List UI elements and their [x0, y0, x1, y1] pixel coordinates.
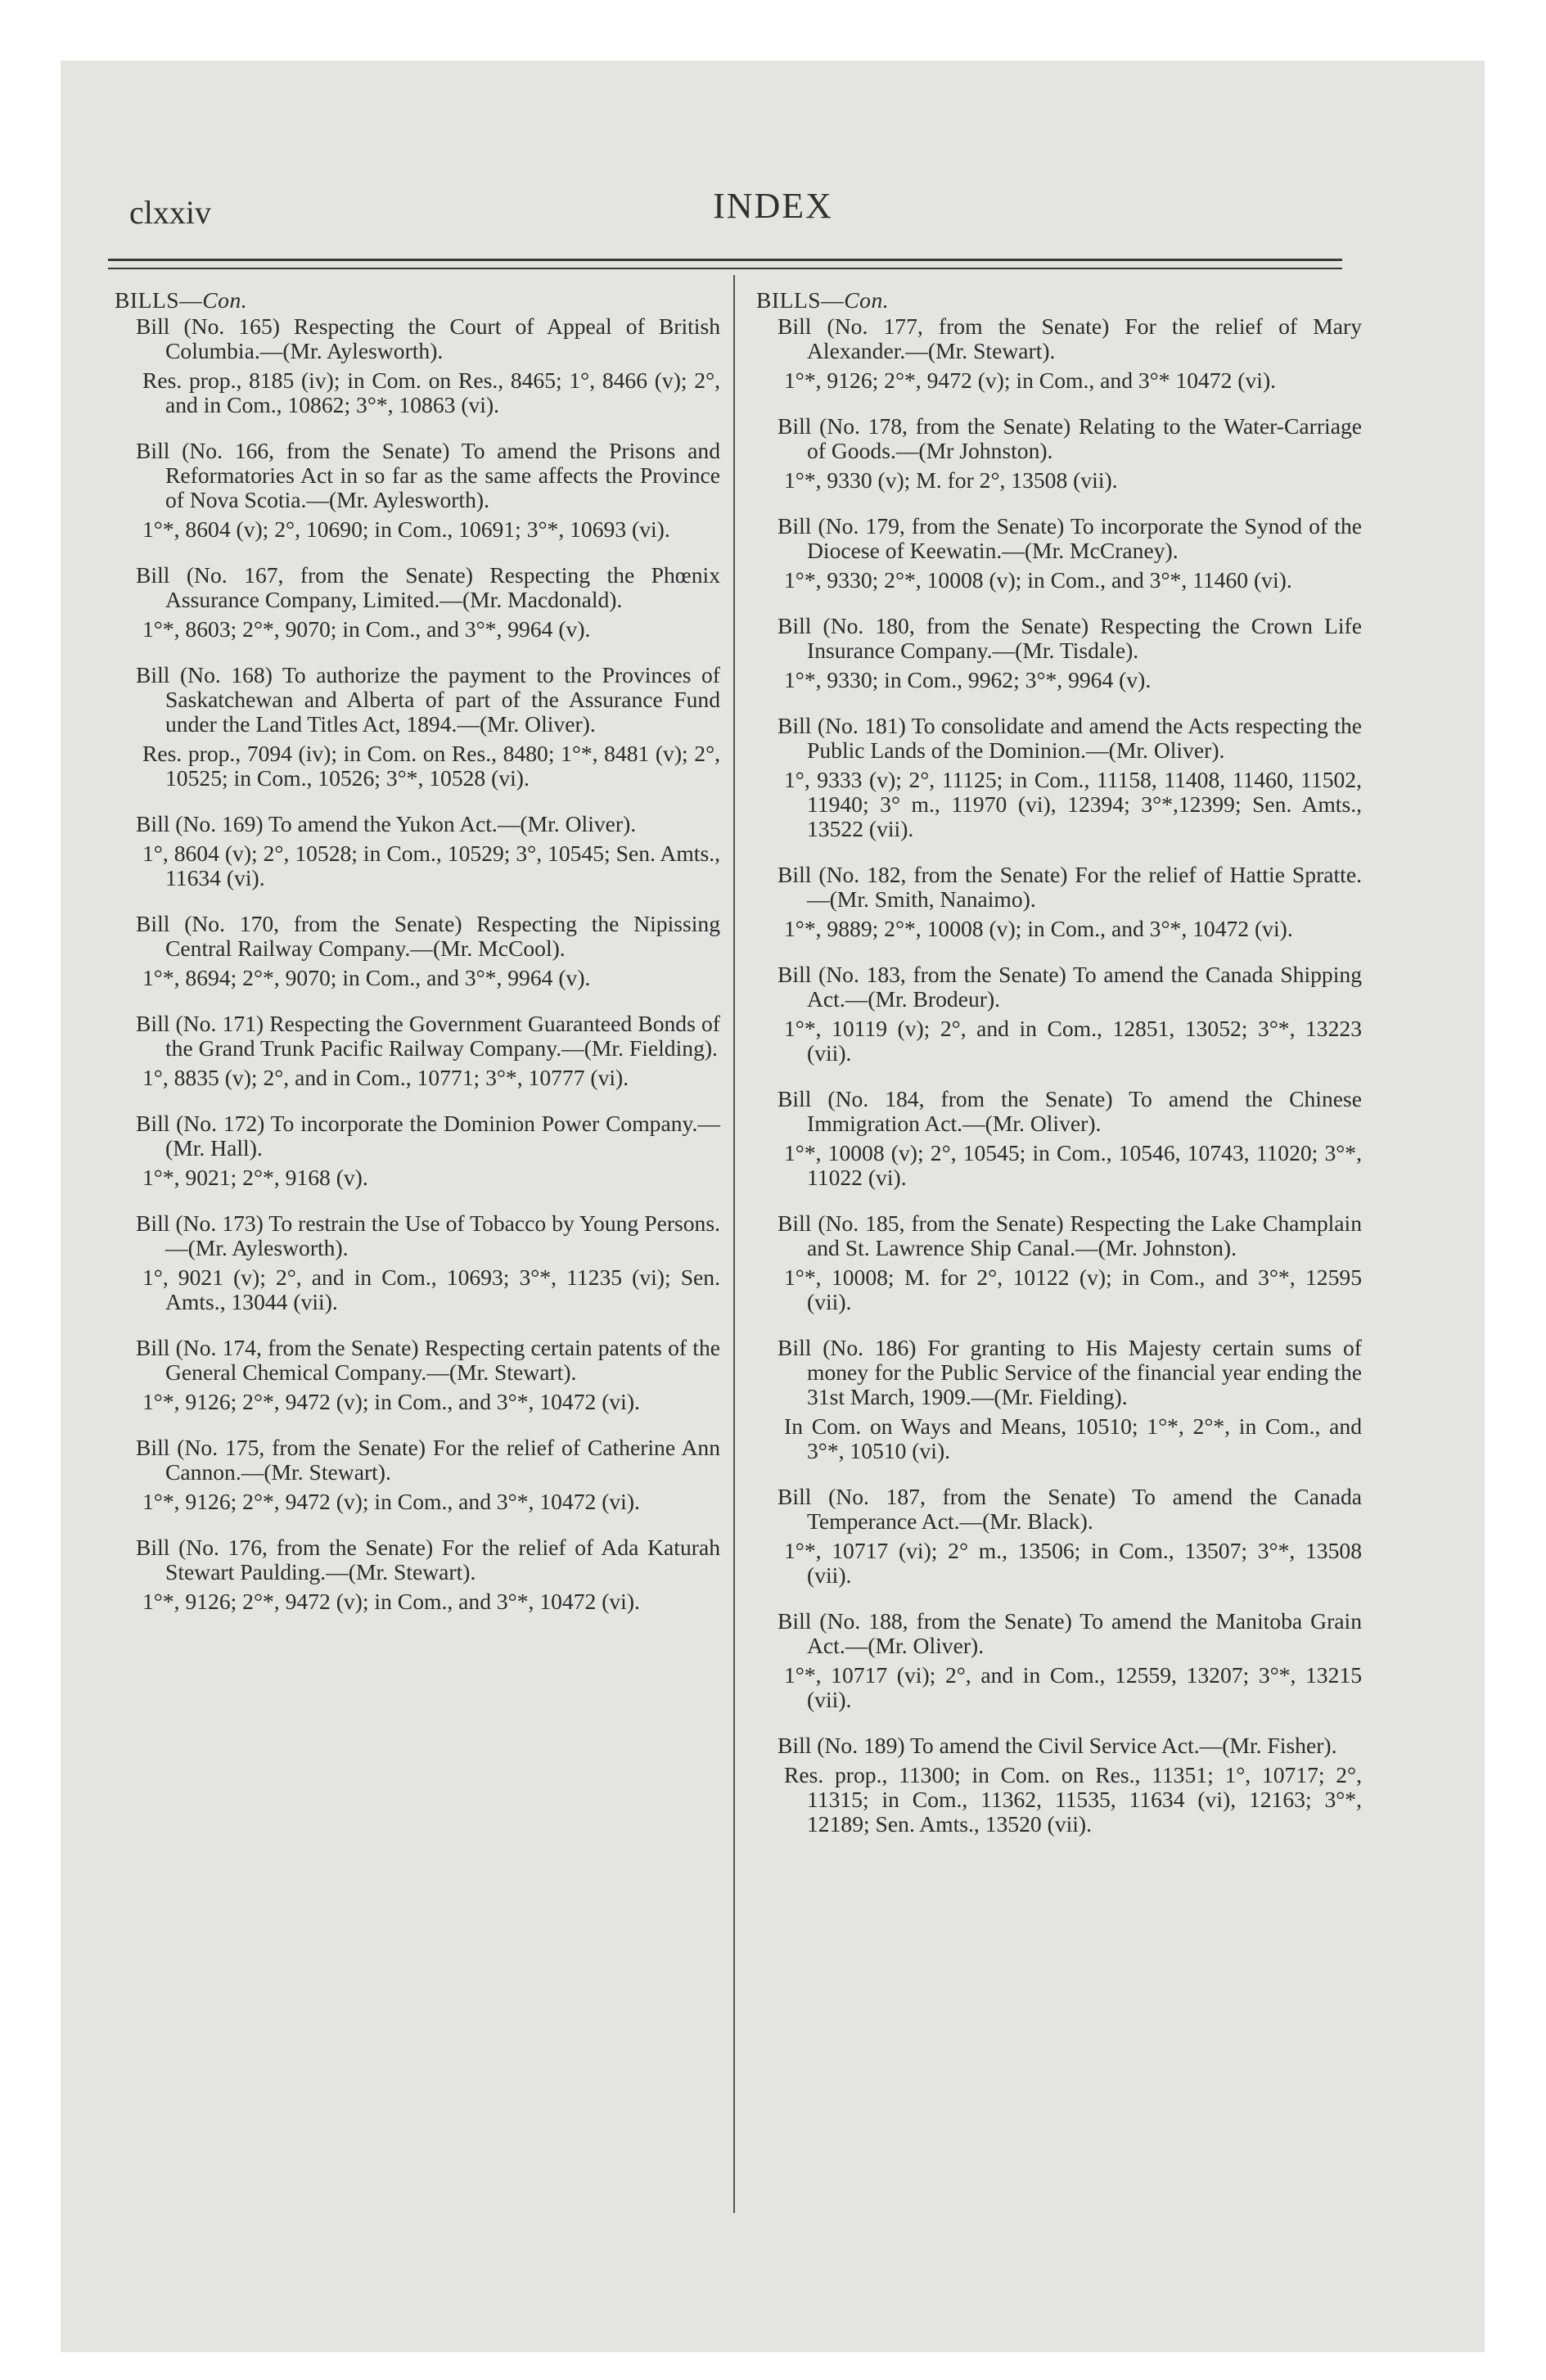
index-entries — [115, 314, 720, 1614]
column-heading — [756, 288, 1362, 313]
bill-proceedings: 1°*, 9330 (v); M. for 2°, 13508 (vii). — [784, 467, 1118, 493]
heading-continued: Con. — [844, 287, 890, 313]
bill-title: Bill (No. 168) To authorize the payment to the Provinces of Saskatchewan and Alberta of part of the Assurance Fund under the Land Titles Act, 1894.—(Mr. Oliver). — [136, 662, 720, 737]
bill-title: Bill (No. 173) To restrain the Use of Tobacco by Young Persons.—(Mr. Aylesworth). — [136, 1210, 720, 1260]
bill-title: Bill (No. 175, from the Senate) For the relief of Catherine Ann Cannon.—(Mr. Stewart). — [136, 1435, 720, 1485]
bill-proceedings: 1°*, 10008; M. for 2°, 10122 (v); in Com., and 3°*, 12595 (vii). — [784, 1264, 1362, 1314]
index-entry — [115, 912, 720, 990]
bill-proceedings: Res. prop., 8185 (iv); in Com. on Res., 8465; 1°, 8466 (v); 2°, and in Com., 10862; 3°*, 10863 (vi). — [142, 367, 720, 417]
bill-title: Bill (No. 176, from the Senate) For the relief of Ada Katurah Stewart Paulding.—(Mr. Stewart). — [136, 1535, 720, 1584]
bill-title: Bill (No. 182, from the Senate) For the relief of Hattie Spratte.—(Mr. Smith, Nanaimo). — [778, 862, 1362, 912]
bill-proceedings: 1°*, 10717 (vi); 2° m., 13506; in Com., 13507; 3°*, 13508 (vii). — [784, 1538, 1362, 1588]
index-entry — [756, 863, 1362, 941]
bill-title: Bill (No. 165) Respecting the Court of Appeal of British Columbia.—(Mr. Aylesworth). — [136, 313, 720, 363]
bill-proceedings: 1°*, 9126; 2°*, 9472 (v); in Com., and 3°* 10472 (vi). — [784, 367, 1277, 393]
bill-proceedings: Res. prop., 7094 (iv); in Com. on Res., 8480; 1°*, 8481 (v); 2°, 10525; in Com., 10526; 3°*, 10528 (vi). — [142, 741, 720, 791]
bill-title: Bill (No. 169) To amend the Yukon Act.—(Mr. Oliver). — [136, 811, 637, 836]
bill-proceedings: 1°*, 9126; 2°*, 9472 (v); in Com., and 3°*, 10472 (vi). — [142, 1489, 640, 1514]
bill-title: Bill (No. 184, from the Senate) To amend the Chinese Immigration Act.—(Mr. Oliver). — [778, 1086, 1362, 1136]
bill-proceedings: 1°*, 9330; in Com., 9962; 3°*, 9964 (v). — [784, 667, 1152, 692]
page-number: clxxiv — [129, 194, 211, 231]
bill-proceedings: 1°*, 8604 (v); 2°, 10690; in Com., 10691; 3°*, 10693 (vi). — [142, 516, 670, 542]
index-entry — [115, 439, 720, 542]
index-entry — [756, 1609, 1362, 1712]
header-rule-top — [108, 259, 1342, 261]
index-entry — [756, 514, 1362, 593]
heading-continued: Con. — [202, 287, 248, 313]
bill-proceedings: 1°*, 9126; 2°*, 9472 (v); in Com., and 3°*, 10472 (vi). — [142, 1389, 640, 1414]
bill-title: Bill (No. 183, from the Senate) To amend the Canada Shipping Act.—(Mr. Brodeur). — [778, 962, 1362, 1012]
index-entry — [115, 1535, 720, 1614]
index-entry — [756, 614, 1362, 692]
index-entry — [115, 563, 720, 642]
bill-proceedings: 1°*, 10717 (vi); 2°, and in Com., 12559, 13207; 3°*, 13215 (vii). — [784, 1662, 1362, 1712]
header-rule-bottom — [108, 268, 1342, 269]
index-entry — [756, 1087, 1362, 1190]
index-entry — [115, 1012, 720, 1090]
index-entry — [756, 1211, 1362, 1314]
bill-title: Bill (No. 188, from the Senate) To amend the Manitoba Grain Act.—(Mr. Oliver). — [778, 1608, 1362, 1658]
index-entry — [756, 962, 1362, 1066]
bill-proceedings: 1°, 9021 (v); 2°, and in Com., 10693; 3°*, 11235 (vi); Sen. Amts., 13044 (vii). — [142, 1264, 720, 1314]
bill-proceedings: 1°, 9333 (v); 2°, 11125; in Com., 11158, 11408, 11460, 11502, 11940; 3° m., 11970 (vi), 12394; 3°*,12399; Sen. Amts., 13522 (vii). — [784, 767, 1362, 841]
bill-proceedings: 1°*, 9021; 2°*, 9168 (v). — [142, 1165, 368, 1190]
bill-proceedings: In Com. on Ways and Means, 10510; 1°*, 2°*, in Com., and 3°*, 10510 (vi). — [784, 1413, 1362, 1463]
bill-proceedings: 1°*, 9889; 2°*, 10008 (v); in Com., and 3°*, 10472 (vi). — [784, 916, 1293, 941]
column-divider — [733, 275, 735, 2213]
bill-proceedings: 1°*, 8694; 2°*, 9070; in Com., and 3°*, 9964 (v). — [142, 965, 591, 990]
bill-title: Bill (No. 180, from the Senate) Respecting the Crown Life Insurance Company.—(Mr. Tisdale). — [778, 613, 1362, 663]
bill-title: Bill (No. 181) To consolidate and amend the Acts respecting the Public Lands of the Dominion.—(Mr. Oliver). — [778, 713, 1362, 763]
index-entries — [756, 314, 1362, 1837]
left-column — [115, 288, 720, 1635]
heading-text: BILLS— — [756, 287, 845, 313]
index-entry — [115, 1336, 720, 1414]
bill-title: Bill (No. 185, from the Senate) Respecting the Lake Champlain and St. Lawrence Ship Canal.—(Mr. Johnston). — [778, 1210, 1362, 1260]
index-entry — [756, 1733, 1362, 1837]
bill-proceedings: 1°, 8835 (v); 2°, and in Com., 10771; 3°*, 10777 (vi). — [142, 1065, 629, 1090]
bill-proceedings: 1°*, 9126; 2°*, 9472 (v); in Com., and 3°*, 10472 (vi). — [142, 1589, 640, 1614]
bill-title: Bill (No. 174, from the Senate) Respecting certain patents of the General Chemical Company.—(Mr. Stewart). — [136, 1335, 720, 1385]
heading-text: BILLS— — [115, 287, 203, 313]
bill-title: Bill (No. 179, from the Senate) To incorporate the Synod of the Diocese of Keewatin.—(Mr. McCraney). — [778, 513, 1362, 563]
index-entry — [115, 1211, 720, 1314]
bill-proceedings: 1°, 8604 (v); 2°, 10528; in Com., 10529; 3°, 10545; Sen. Amts., 11634 (vi). — [142, 841, 720, 890]
index-entry — [115, 1436, 720, 1514]
bill-title: Bill (No. 167, from the Senate) Respecting the Phœnix Assurance Company, Limited.—(Mr. Macdonald). — [136, 562, 720, 612]
index-entry — [115, 812, 720, 890]
bill-proceedings: 1°*, 10119 (v); 2°, and in Com., 12851, 13052; 3°*, 13223 (vii). — [784, 1016, 1362, 1066]
index-entry — [756, 314, 1362, 393]
index-entry — [115, 314, 720, 417]
bill-title: Bill (No. 171) Respecting the Government Guaranteed Bonds of the Grand Trunk Pacific Railway Company.—(Mr. Fielding). — [136, 1011, 720, 1061]
bill-title: Bill (No. 189) To amend the Civil Service Act.—(Mr. Fisher). — [778, 1733, 1337, 1758]
bill-proceedings: Res. prop., 11300; in Com. on Res., 11351; 1°, 10717; 2°, 11315; in Com., 11362, 11535, 11634 (vi), 12163; 3°*, 12189; Sen. Amts., 13520 (vii). — [784, 1762, 1362, 1837]
bill-title: Bill (No. 178, from the Senate) Relating to the Water-Carriage of Goods.—(Mr Johnston). — [778, 413, 1362, 463]
index-entry — [756, 1485, 1362, 1588]
index-entry — [756, 1336, 1362, 1463]
index-entry — [756, 714, 1362, 841]
bill-proceedings: 1°*, 9330; 2°*, 10008 (v); in Com., and 3°*, 11460 (vi). — [784, 567, 1292, 593]
right-column — [756, 288, 1362, 1858]
bill-title: Bill (No. 186) For granting to His Majesty certain sums of money for the Public Service of the financial year ending the 31st March, 1909.—(Mr. Fielding). — [778, 1335, 1362, 1409]
bill-title: Bill (No. 187, from the Senate) To amend the Canada Temperance Act.—(Mr. Black). — [778, 1484, 1362, 1534]
bill-title: Bill (No. 172) To incorporate the Dominion Power Company.—(Mr. Hall). — [136, 1111, 720, 1161]
running-head: INDEX — [713, 186, 833, 226]
index-entry — [115, 663, 720, 791]
index-entry — [115, 1111, 720, 1190]
bill-title: Bill (No. 177, from the Senate) For the relief of Mary Alexander.—(Mr. Stewart). — [778, 313, 1362, 363]
bill-proceedings: 1°*, 8603; 2°*, 9070; in Com., and 3°*, 9964 (v). — [142, 616, 591, 642]
bill-title: Bill (No. 166, from the Senate) To amend the Prisons and Reformatories Act in so far as the same affects the Province of Nova Scotia.—(Mr. Aylesworth). — [136, 438, 720, 512]
bill-title: Bill (No. 170, from the Senate) Respecting the Nipissing Central Railway Company.—(Mr. McCool). — [136, 911, 720, 961]
index-entry — [756, 414, 1362, 493]
column-heading — [115, 288, 720, 313]
bill-proceedings: 1°*, 10008 (v); 2°, 10545; in Com., 10546, 10743, 11020; 3°*, 11022 (vi). — [784, 1140, 1362, 1190]
